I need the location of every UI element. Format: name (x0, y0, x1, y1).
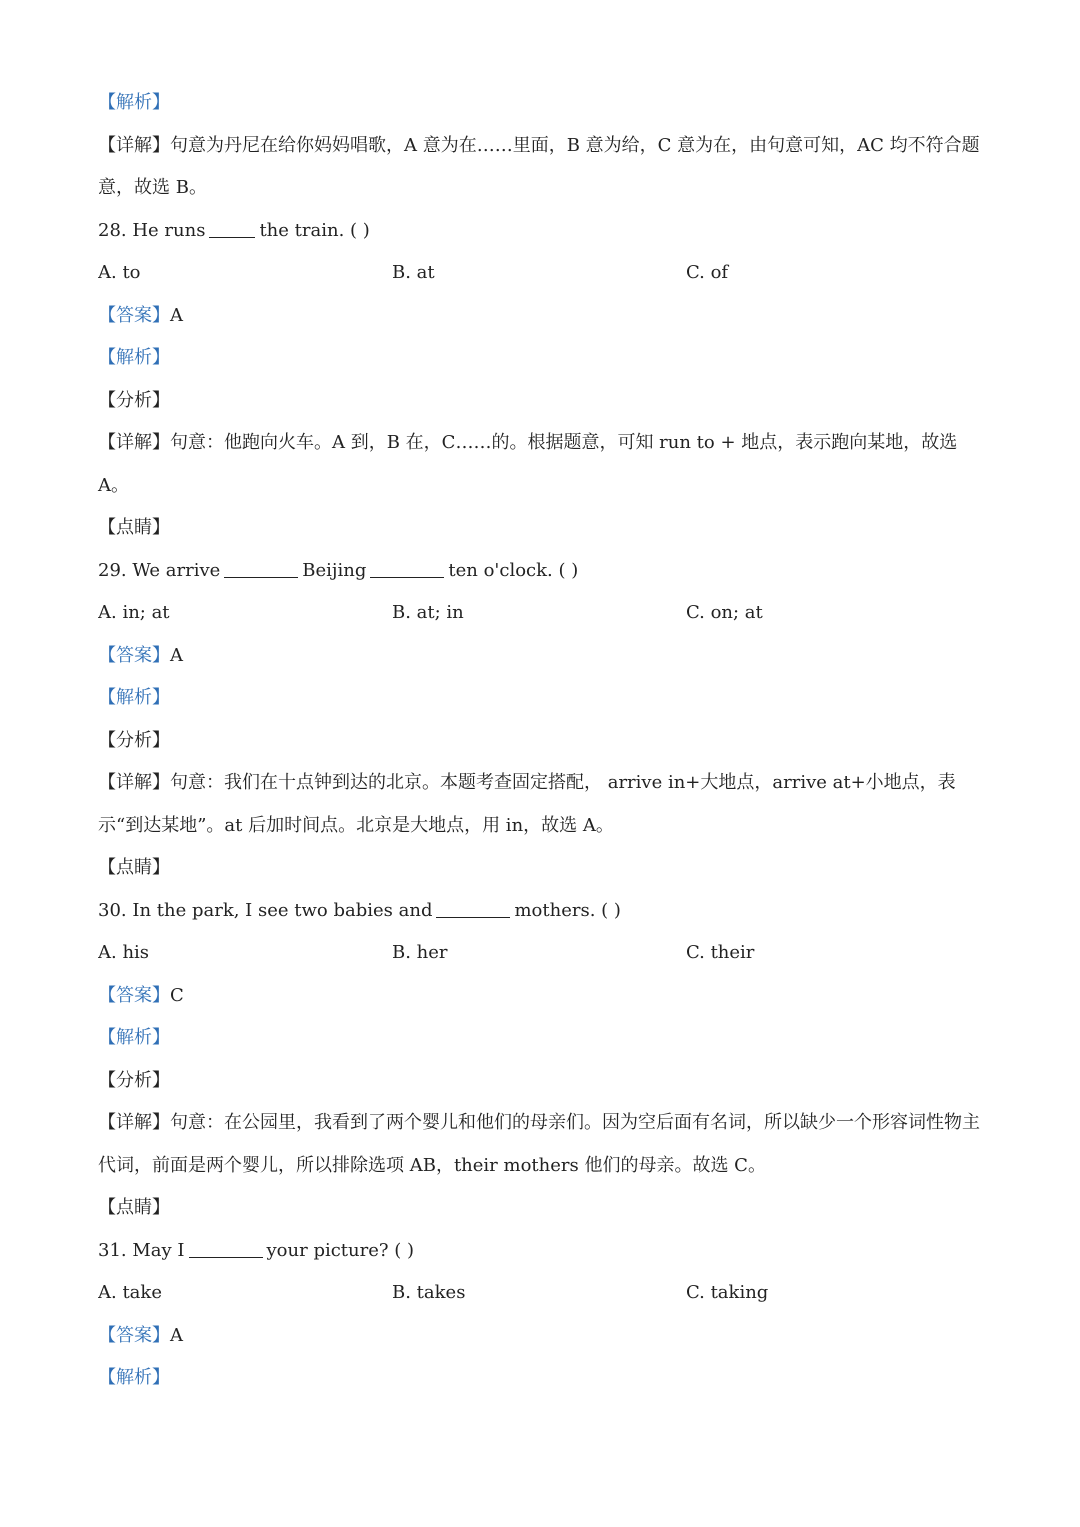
analysis-heading (98, 1357, 984, 1400)
option-a: A. his (98, 942, 150, 963)
detail-text: 句意：我们在十点钟到达的北京。本题考查固定搭配， arrive in+大地点，arrive at+小地点，表示“到达某地”。at 后加时间点。北京是大地点，用 in，故选 A。 (98, 772, 956, 836)
fenxi-tag: 【分析】 (98, 389, 170, 411)
dianjing-tag: 【点睛】 (98, 517, 170, 538)
stem-pre: 30. In the park, I see two babies and (98, 899, 433, 921)
question-31-options (98, 1272, 984, 1315)
detail-tag: 【详解】 (98, 432, 170, 453)
analysis-tag: 【解析】 (98, 687, 170, 708)
analysis-tag: 【解析】 (98, 347, 170, 368)
detail-tag: 【详解】 (98, 1112, 170, 1133)
analysis-heading (98, 677, 984, 720)
analysis-tag: 【解析】 (98, 92, 170, 113)
answer-blank (224, 559, 298, 578)
dianjing-heading (98, 507, 984, 550)
option-b: B. at; in (392, 602, 464, 623)
fenxi-heading (98, 720, 984, 763)
analysis-heading (98, 82, 984, 125)
question-29-stem (98, 550, 984, 593)
analysis-tag: 【解析】 (98, 1027, 170, 1048)
detail-paragraph (98, 125, 984, 210)
option-b: B. her (392, 942, 448, 963)
dianjing-tag: 【点睛】 (98, 1197, 170, 1218)
fenxi-tag: 【分析】 (98, 1069, 170, 1091)
answer-value: A (170, 644, 183, 666)
stem-pre: 29. We arrive (98, 559, 221, 581)
detail-tag: 【详解】 (98, 134, 170, 156)
answer-blank (436, 899, 510, 918)
answer-blank (370, 559, 444, 578)
stem-post: your picture? ( ) (266, 1239, 415, 1261)
analysis-heading (98, 1017, 984, 1060)
fenxi-heading (98, 1060, 984, 1103)
answer-value: A (170, 1324, 183, 1346)
dianjing-tag: 【点睛】 (98, 857, 170, 878)
analysis-heading (98, 337, 984, 380)
stem-pre: 31. May I (98, 1239, 185, 1261)
stem-mid: Beijing (302, 559, 367, 581)
question-30-options (98, 932, 984, 975)
detail-text: 句意：他跑向火车。A 到，B 在，C……的。根据题意，可知 run to + 地点，表示跑向某地，故选 A。 (98, 432, 958, 496)
question-28-options (98, 252, 984, 295)
option-c: C. on; at (686, 602, 763, 623)
question-31-stem (98, 1230, 984, 1273)
dianjing-heading (98, 847, 984, 890)
analysis-tag: 【解析】 (98, 1367, 170, 1388)
answer-value: A (170, 304, 183, 326)
document-content (98, 82, 984, 1400)
question-29-options (98, 592, 984, 635)
answer-tag: 【答案】 (98, 1324, 170, 1346)
option-a: A. in; at (98, 602, 170, 623)
answer-tag: 【答案】 (98, 304, 170, 326)
option-c: C. their (686, 942, 755, 963)
detail-text: 句意：在公园里，我看到了两个婴儿和他们的母亲们。因为空后面有名词，所以缺少一个形容词性物主代词，前面是两个婴儿，所以排除选项 AB，their mothers 他们的母亲。故选 C。 (98, 1112, 980, 1176)
detail-paragraph (98, 1102, 984, 1187)
answer-tag: 【答案】 (98, 644, 170, 666)
answer-line (98, 295, 984, 338)
answer-tag: 【答案】 (98, 984, 170, 1006)
answer-line (98, 975, 984, 1018)
question-28-stem (98, 210, 984, 253)
question-30-stem (98, 890, 984, 933)
option-b: B. takes (392, 1282, 466, 1303)
fenxi-heading (98, 380, 984, 423)
stem-pre: 28. He runs (98, 219, 206, 241)
answer-line (98, 635, 984, 678)
option-a: A. take (98, 1282, 162, 1303)
stem-post: the train. ( ) (259, 219, 370, 241)
detail-text: 句意为丹尼在给你妈妈唱歌，A 意为在……里面，B 意为给，C 意为在，由句意可知，AC 均不符合题意，故选 B。 (98, 134, 980, 198)
answer-value: C (170, 984, 184, 1006)
answer-blank (209, 219, 255, 238)
answer-blank (189, 1239, 263, 1258)
detail-paragraph (98, 762, 984, 847)
option-c: C. taking (686, 1282, 769, 1303)
option-c: C. of (686, 262, 729, 283)
option-a: A. to (98, 262, 141, 283)
dianjing-heading (98, 1187, 984, 1230)
option-b: B. at (392, 262, 435, 283)
fenxi-tag: 【分析】 (98, 729, 170, 751)
detail-tag: 【详解】 (98, 772, 170, 793)
stem-post: mothers. ( ) (514, 899, 621, 921)
detail-paragraph (98, 422, 984, 507)
stem-post: ten o'clock. ( ) (448, 559, 579, 581)
answer-line (98, 1315, 984, 1358)
